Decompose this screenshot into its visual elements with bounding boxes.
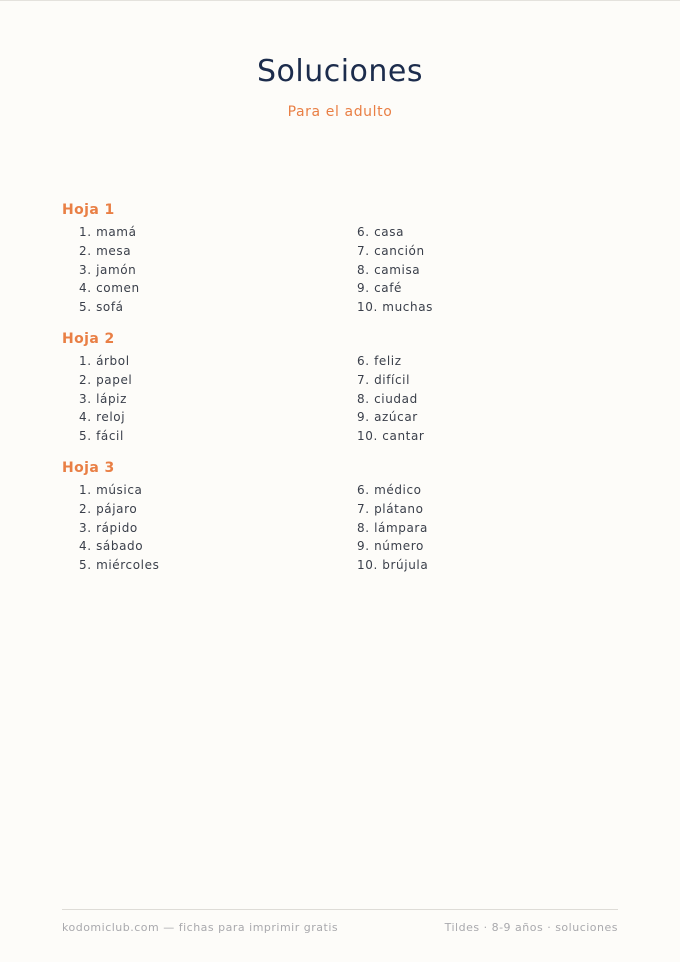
answer-item: 6. casa xyxy=(357,225,405,239)
answer-item: 2. pájaro xyxy=(79,501,138,516)
answer-item: 4. sábado xyxy=(79,539,144,554)
footer-worksheet-info: Tildes · 8-9 años · soluciones xyxy=(444,921,618,934)
page-footer xyxy=(62,909,618,934)
answer-item: 10. brújula xyxy=(357,558,429,573)
sheet-title: Hoja 2 xyxy=(62,330,115,347)
sheet-3-solutions xyxy=(62,458,622,575)
answer-item: 3. lápiz xyxy=(79,391,128,406)
answer-item: 8. ciudad xyxy=(357,391,418,406)
answer-column-right xyxy=(357,352,557,446)
page-title: Soluciones xyxy=(256,54,424,89)
answer-item: 9. café xyxy=(357,281,403,296)
footer-site-credit: kodomiclub.com — fichas para imprimir gratis xyxy=(62,921,339,934)
answer-item: 2. papel xyxy=(79,372,133,387)
page-subtitle: Para el adulto xyxy=(287,104,393,120)
answer-item: 5. miércoles xyxy=(79,558,160,573)
answer-item: 3. rápido xyxy=(79,520,138,535)
answer-item: 4. reloj xyxy=(79,410,126,425)
page-header xyxy=(0,53,680,121)
answer-item: 5. fácil xyxy=(79,429,124,444)
sheet-title: Hoja 1 xyxy=(62,202,115,218)
answer-item: 2. mesa xyxy=(79,243,132,258)
answer-columns xyxy=(62,352,622,446)
answer-item: 9. número xyxy=(357,539,424,554)
answer-item: 7. plátano xyxy=(357,501,424,516)
sheet-title: Hoja 3 xyxy=(62,459,115,476)
answer-item: 7. canción xyxy=(357,243,425,258)
answer-columns xyxy=(62,481,622,575)
sheet-2-solutions xyxy=(62,329,622,446)
solutions-list xyxy=(62,200,622,587)
answer-column-left xyxy=(62,352,357,446)
answer-item: 6. feliz xyxy=(357,353,402,368)
answer-column-left xyxy=(62,481,357,575)
answer-item: 3. jamón xyxy=(79,262,137,277)
answer-item: 5. sofá xyxy=(79,300,124,315)
answer-item: 10. muchas xyxy=(357,300,434,315)
answer-item: 1. música xyxy=(79,482,143,497)
sheet-1-solutions xyxy=(62,200,622,317)
answer-item: 8. camisa xyxy=(357,262,421,277)
answer-item: 1. mamá xyxy=(79,225,137,239)
answer-item: 6. médico xyxy=(357,482,422,497)
answer-item: 7. difícil xyxy=(357,372,411,387)
answer-columns xyxy=(62,223,622,317)
answer-item: 9. azúcar xyxy=(357,410,418,425)
answer-column-right xyxy=(357,223,557,317)
answer-item: 4. comen xyxy=(79,281,140,296)
answer-item: 8. lámpara xyxy=(357,520,428,535)
answer-column-right xyxy=(357,481,557,575)
answer-item: 1. árbol xyxy=(79,353,130,368)
answer-column-left xyxy=(62,223,357,317)
answer-item: 10. cantar xyxy=(357,429,425,444)
